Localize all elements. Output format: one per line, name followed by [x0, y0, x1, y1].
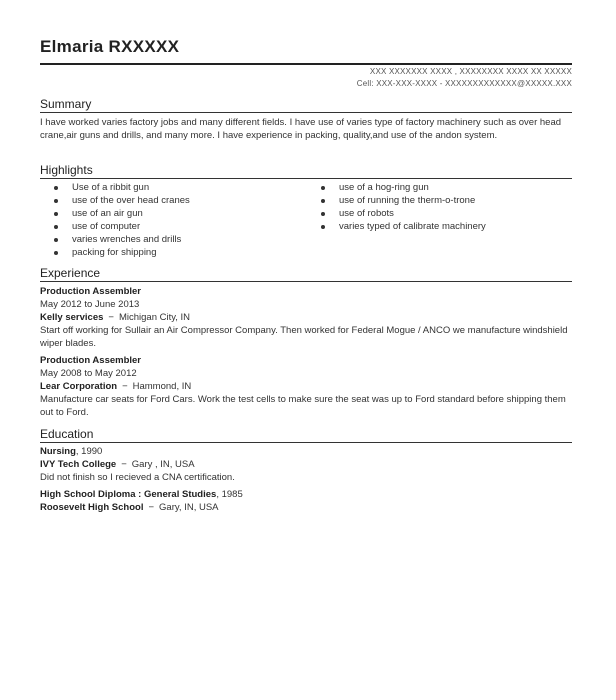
highlights-left-list [54, 181, 294, 259]
bullet-icon [54, 251, 58, 255]
job-title: Production Assembler [40, 286, 142, 297]
bullet-icon [54, 238, 58, 242]
contact-phone-email: Cell: XXX-XXX-XXXX - XXXXXXXXXXXXX@XXXXX.XXX [356, 79, 572, 88]
summary-heading: Summary [40, 97, 92, 111]
job-company-line [40, 311, 190, 324]
education-degree: Nursing [40, 446, 76, 457]
job-dates: May 2008 to May 2012 [40, 368, 137, 379]
job-company: Lear Corporation [40, 381, 118, 392]
separator-dash: − [121, 459, 127, 470]
list-item: varies wrenches and drills [54, 233, 294, 246]
bullet-icon [54, 212, 58, 216]
list-item: use of running the therm-o-trone [321, 194, 571, 207]
contact-address: XXX XXXXXXX XXXX , XXXXXXXX XXXX XX XXXXX [369, 67, 572, 76]
experience-heading: Experience [40, 266, 101, 280]
bullet-icon [321, 225, 325, 229]
separator-dash: − [122, 381, 128, 392]
education-location: Gary , IN, USA [131, 459, 195, 470]
education-school: Roosevelt High School [40, 502, 144, 513]
bullet-icon [321, 186, 325, 190]
education-school-line [40, 501, 219, 514]
list-item: use of robots [321, 207, 571, 220]
education-degree: High School Diploma : General Studies [40, 489, 217, 500]
summary-text: I have worked varies factory jobs and many different fields. I have use of varies type of factory machinery such as over head crane,air guns and drills, and many more. I have experience in packing, quality,and use of the andon system. [40, 117, 562, 141]
experience-divider [40, 281, 572, 282]
job-location: Hammond, IN [132, 381, 192, 392]
list-item: packing for shipping [54, 246, 294, 259]
summary-divider [40, 112, 572, 113]
separator-dash: − [108, 312, 114, 323]
list-item: use of computer [54, 220, 294, 233]
education-note: Did not finish so I recieved a CNA certification. [40, 472, 235, 483]
list-item: use of an air gun [54, 207, 294, 220]
education-heading: Education [40, 427, 94, 441]
education-school: IVY Tech College [40, 459, 117, 470]
bullet-icon [54, 186, 58, 190]
education-year: , 1990 [75, 446, 103, 457]
job-location: Michigan City, IN [118, 312, 191, 323]
job-description: Start off working for Sullair an Air Compressor Company. Then worked for Federal Mogue / ANCO we manufacture windshield wiper blades. [40, 325, 568, 349]
education-divider [40, 442, 572, 443]
bullet-icon [321, 199, 325, 203]
list-item: use of the over head cranes [54, 194, 294, 207]
bullet-icon [54, 199, 58, 203]
bullet-icon [321, 212, 325, 216]
list-item: Use of a ribbit gun [54, 181, 294, 194]
highlights-right-list [321, 181, 571, 233]
list-item: varies typed of calibrate machinery [321, 220, 571, 233]
job-company-line [40, 380, 191, 393]
education-location: Gary, IN, USA [159, 502, 219, 513]
education-degree-line [40, 488, 243, 501]
highlights-divider [40, 178, 572, 179]
education-school-line [40, 458, 195, 471]
bullet-icon [54, 225, 58, 229]
job-company: Kelly services [40, 312, 104, 323]
job-title: Production Assembler [40, 355, 142, 366]
highlights-heading: Highlights [40, 163, 93, 177]
education-degree-line [40, 445, 102, 458]
candidate-name: Elmaria RXXXXX [40, 37, 180, 56]
education-year: , 1985 [216, 489, 243, 500]
job-dates: May 2012 to June 2013 [40, 299, 140, 310]
header-divider [40, 63, 572, 65]
job-description: Manufacture car seats for Ford Cars. Work the test cells to make sure the seat was up to Ford standard before shipping them out to Ford. [40, 394, 566, 418]
list-item: use of a hog-ring gun [321, 181, 571, 194]
separator-dash: − [148, 502, 155, 513]
